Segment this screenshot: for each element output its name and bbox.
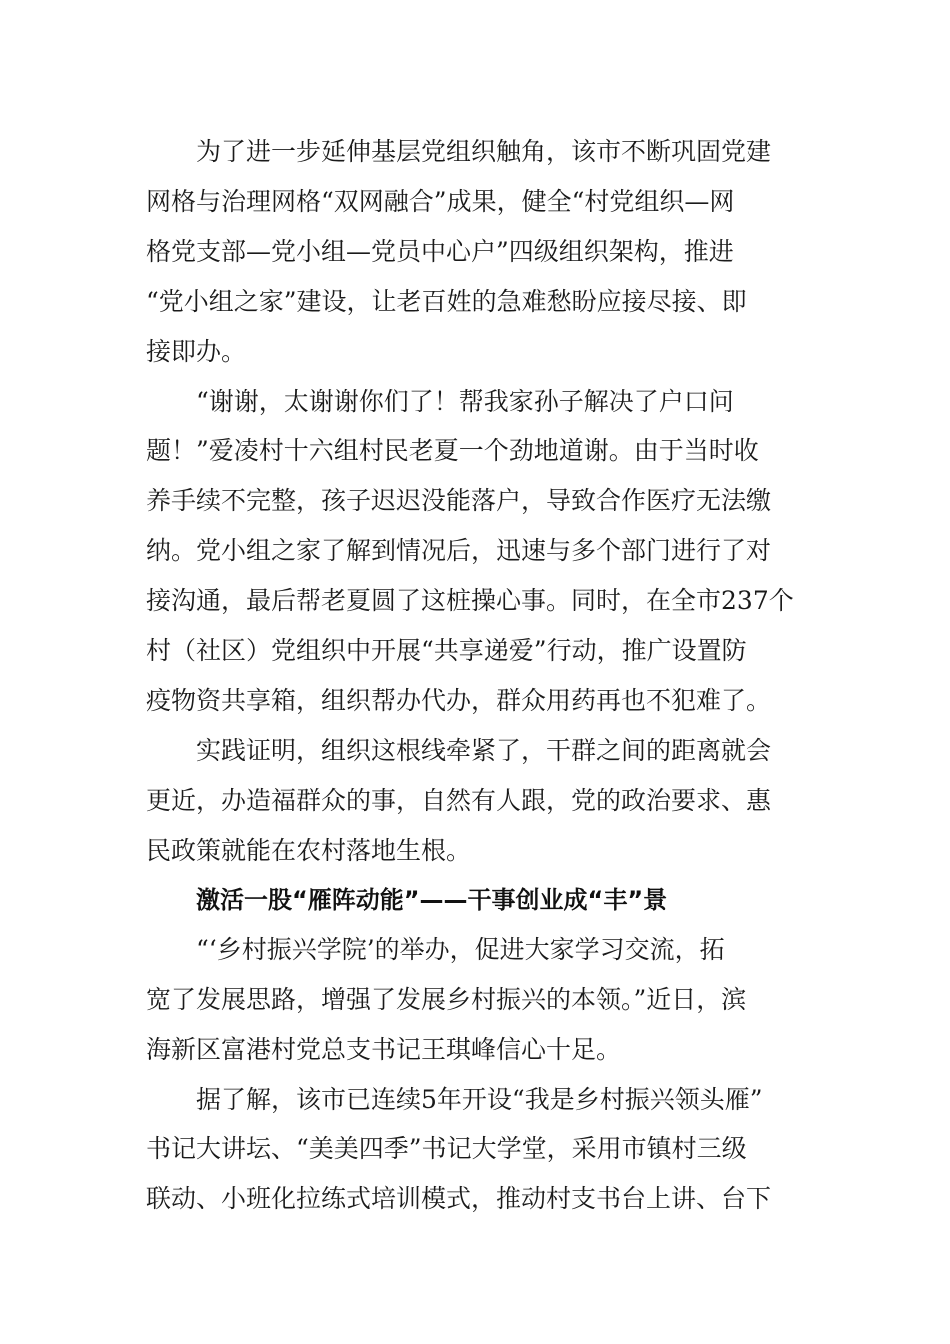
paragraph-2-line-6: 村（社区）党组织中开展“共享递爱”行动，推广设置防	[146, 636, 747, 665]
paragraph-3-line-1: 实践证明，组织这根线牵紧了，干群之间的距离就会	[196, 736, 772, 765]
paragraph-1-line-1: 为了进一步延伸基层党组织触角，该市不断巩固党建	[196, 137, 772, 166]
paragraph-4-line-2: 宽了发展思路，增强了发展乡村振兴的本领。”近日，滨	[146, 985, 747, 1014]
paragraph-2-line-2: 题！”爱凌村十六组村民老夏一个劲地道谢。由于当时收	[146, 436, 759, 465]
paragraph-2-line-7: 疫物资共享箱，组织帮办代办，群众用药再也不犯难了。	[146, 686, 772, 715]
paragraph-5-line-1: 据了解，该市已连续5年开设“我是乡村振兴领头雁”	[196, 1085, 763, 1114]
paragraph-4-line-1: “‘乡村振兴学院’的举办，促进大家学习交流，拓	[196, 935, 725, 964]
paragraph-4-line-3: 海新区富港村党总支书记王琪峰信心十足。	[146, 1035, 622, 1064]
paragraph-3-line-2: 更近，办造福群众的事，自然有人跟，党的政治要求、惠	[146, 786, 772, 815]
paragraph-1-line-2: 网格与治理网格“双网融合”成果，健全“村党组织—网	[146, 187, 735, 216]
paragraph-3-line-3: 民政策就能在农村落地生根。	[146, 836, 472, 865]
paragraph-5-line-2: 书记大讲坛、“美美四季”书记大学堂，采用市镇村三级	[146, 1134, 747, 1163]
paragraph-1-line-4: “党小组之家”建设，让老百姓的急难愁盼应接尽接、即	[146, 287, 747, 316]
paragraph-5-line-3: 联动、小班化拉练式培训模式，推动村支书台上讲、台下	[146, 1184, 772, 1213]
paragraph-2-line-5: 接沟通，最后帮老夏圆了这桩操心事。同时，在全市237个	[146, 586, 794, 615]
paragraph-2-line-4: 纳。党小组之家了解到情况后，迅速与多个部门进行了对	[146, 536, 772, 565]
paragraph-1-line-3: 格党支部—党小组—党员中心户”四级组织架构，推进	[146, 237, 734, 266]
paragraph-2-line-1: “谢谢，太谢谢你们了！帮我家孙子解决了户口问	[196, 387, 734, 416]
paragraph-2-line-3: 养手续不完整，孩子迟迟没能落户，导致合作医疗无法缴	[146, 486, 772, 515]
paragraph-1-line-5: 接即办。	[146, 337, 247, 366]
section-heading: 激活一股“雁阵动能”——干事创业成“丰”景	[196, 886, 668, 914]
